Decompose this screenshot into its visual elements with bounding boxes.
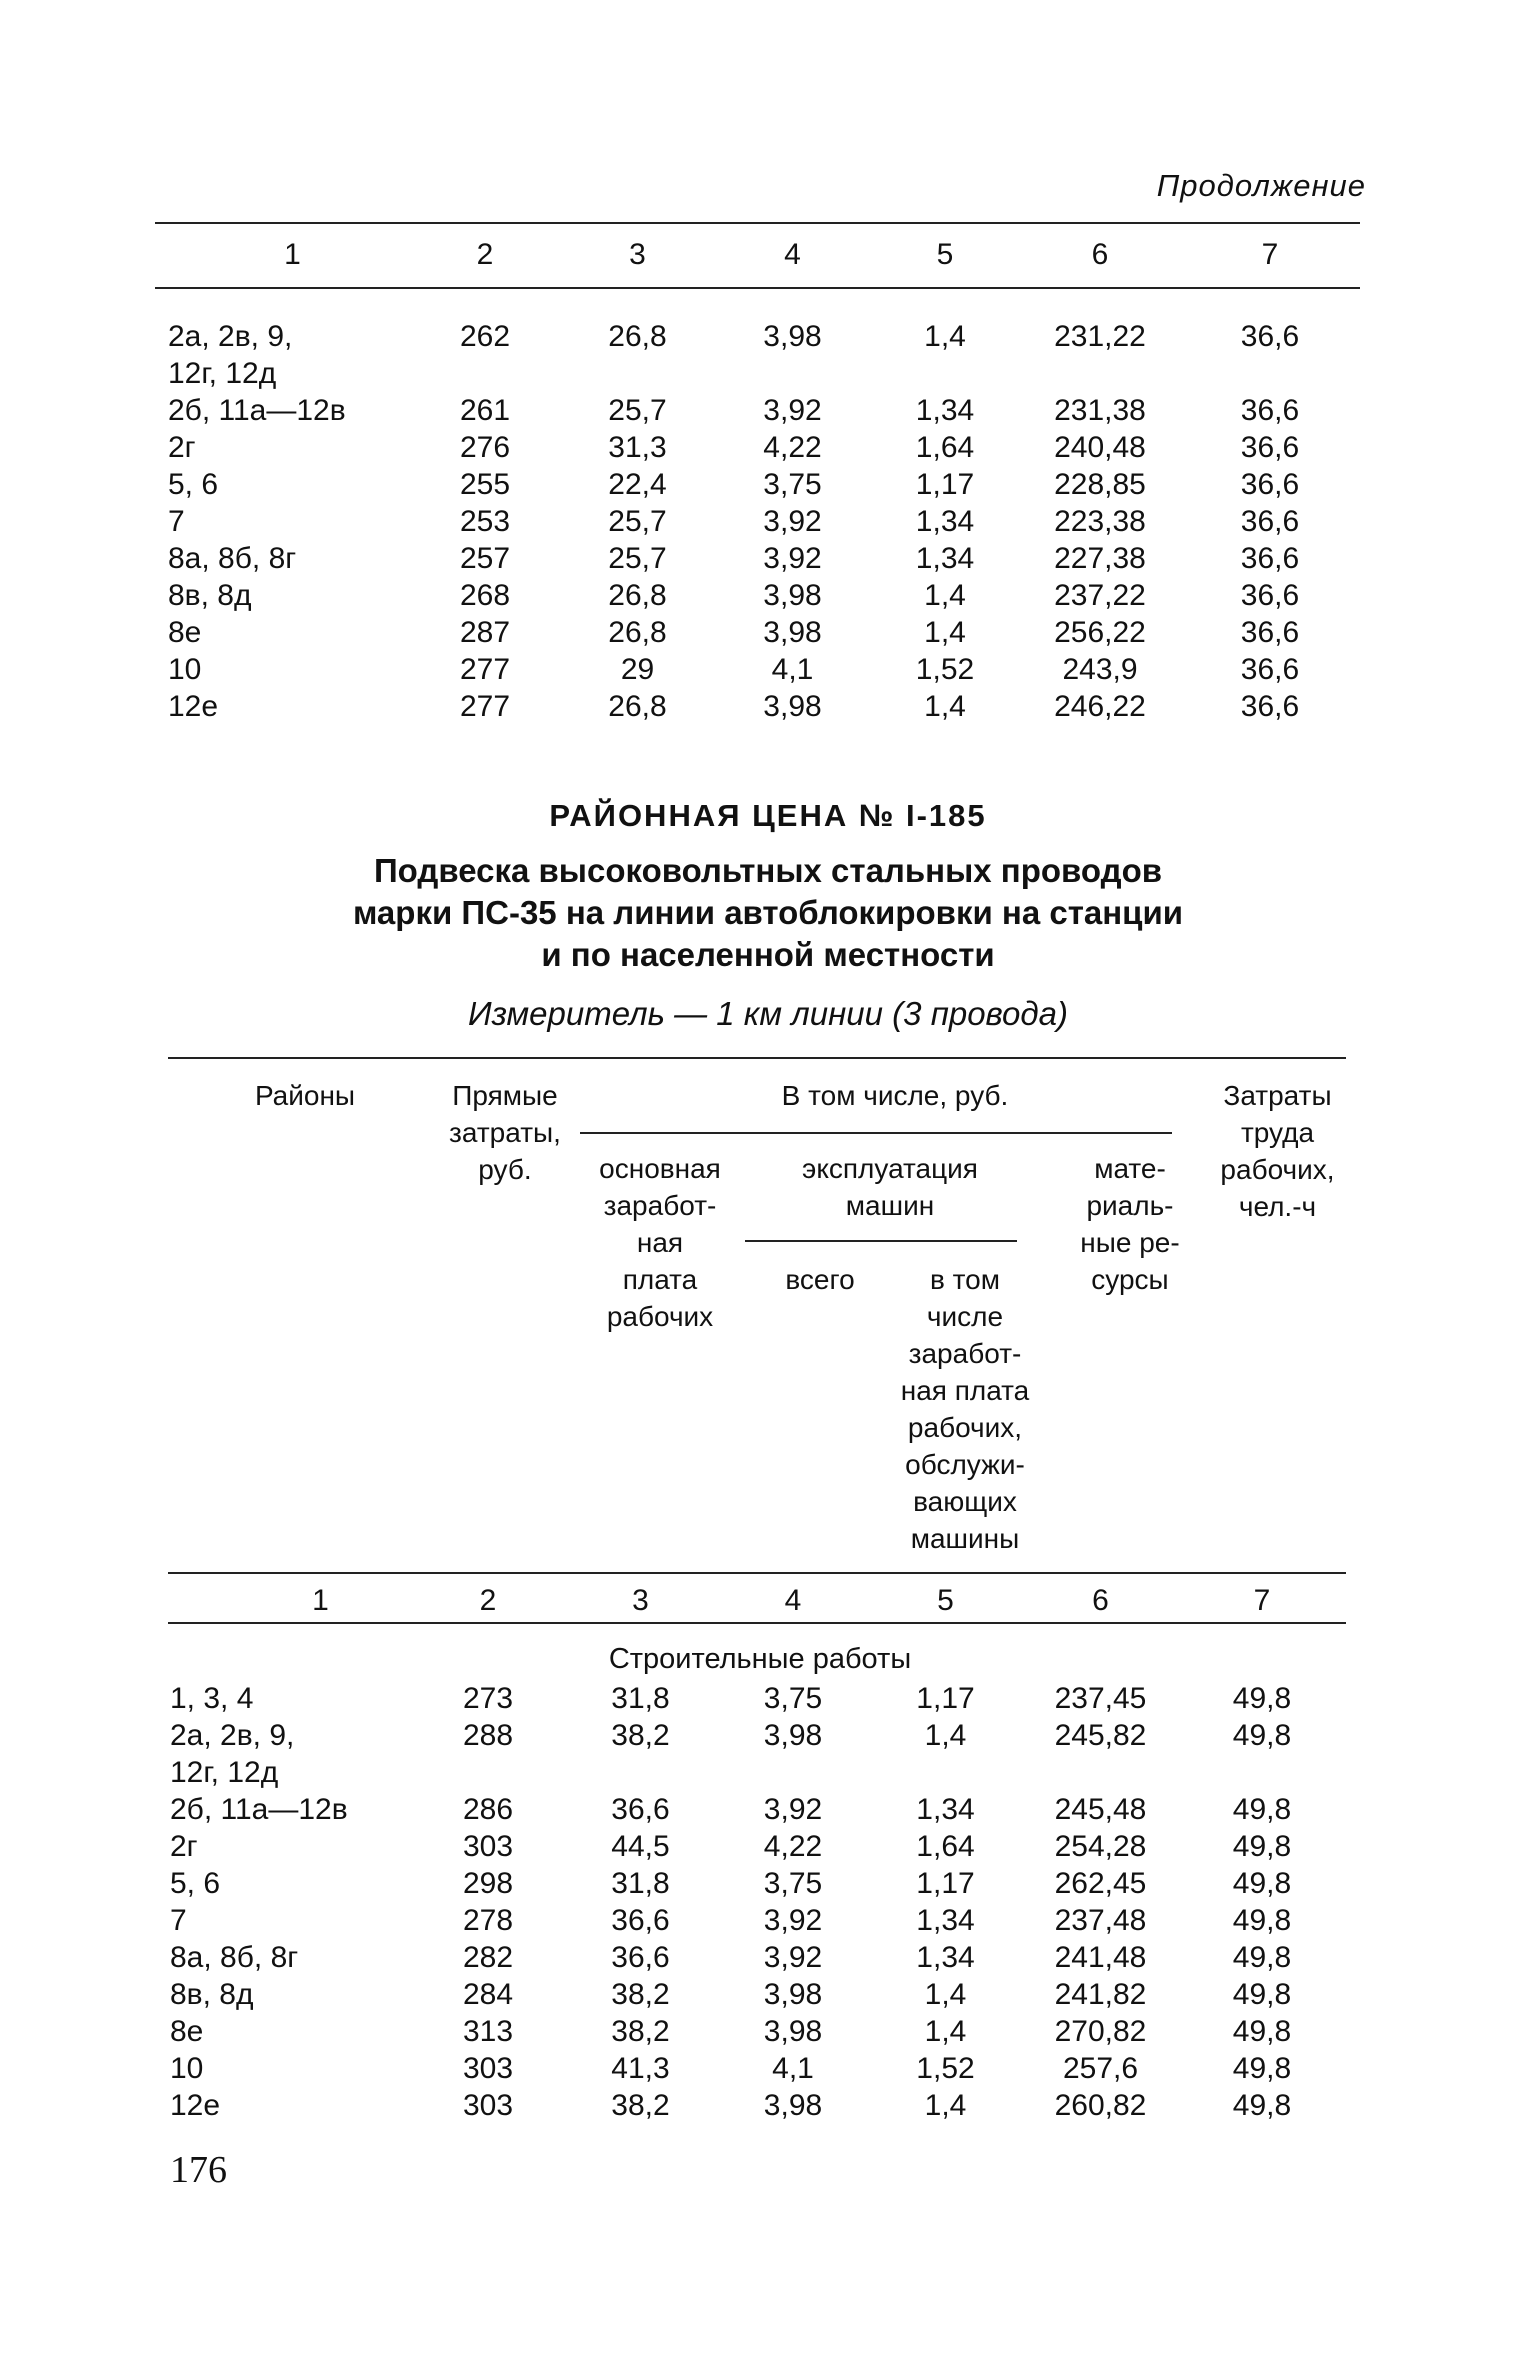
value-cell: 228,85 [1054,468,1146,501]
region-cell: 8в, 8д [168,579,252,612]
value-cell: 3,98 [763,579,822,612]
region-cell: 1, 3, 4 [170,1682,254,1715]
value-cell: 38,2 [611,1978,670,2011]
value-cell: 231,22 [1054,320,1146,353]
value-cell: 49,8 [1232,1793,1292,1826]
value-cell: 25,7 [608,505,667,538]
value-cell: 1,34 [915,542,975,575]
region-cell: 12е [170,2089,221,2122]
value-cell: 36,6 [1240,616,1300,649]
value-cell: 49,8 [1232,2015,1292,2048]
region-cell: 8е [168,616,202,649]
value-cell: 270,82 [1054,2015,1147,2048]
header-incl-wage: в том числе заработ- ная плата рабочих, обслужи- вающих машины [900,1264,1030,1554]
value-cell: 36,6 [1240,431,1300,464]
value-cell: 3,92 [763,1941,823,1974]
region-cell: 8е [170,2015,204,2048]
value-cell: 1,52 [916,2052,975,2085]
work-title-line-2: марки ПС-35 на линии автоблокировки на станции [352,894,1184,931]
table-row [168,540,1360,577]
table-row [170,1828,1346,1865]
value-cell: 257,6 [1062,2052,1139,2085]
value-cell: 261 [459,394,511,427]
value-cell: 49,8 [1232,1904,1292,1937]
region-cell: 8в, 8д [170,1978,254,2011]
section-label: Строительные работы [608,1643,912,1675]
work-title-line-3: и по населенной местности [541,936,995,973]
value-cell: 25,7 [608,542,667,575]
value-cell: 241,82 [1054,1978,1147,2011]
table-row [168,429,1360,466]
value-cell: 245,82 [1054,1719,1147,1752]
value-cell: 288 [462,1719,514,1752]
table-row [170,2050,1346,2087]
region-cell: 5, 6 [170,1867,221,1900]
table2-top-rule [168,1057,1346,1059]
value-cell: 4,1 [771,653,814,686]
value-cell: 3,98 [763,2089,823,2122]
value-cell: 256,22 [1054,616,1146,649]
header-materials: мате- риаль- ные ре- сурсы [1080,1153,1180,1295]
value-cell: 303 [462,2052,514,2085]
table-row [168,318,1360,392]
value-cell: 31,8 [611,1682,670,1715]
table2-col-5: 5 [937,1584,954,1617]
price-title: РАЙОННАЯ ЦЕНА № I-185 [549,798,987,833]
value-cell: 303 [462,1830,514,1863]
header-including: В том числе, руб. [781,1080,1009,1111]
value-cell: 303 [462,2089,514,2122]
value-cell: 4,22 [763,431,822,464]
value-cell: 1,34 [916,1941,975,1974]
value-cell: 241,48 [1054,1941,1147,1974]
table-row [170,2087,1346,2124]
table-row [170,2013,1346,2050]
value-cell: 31,8 [611,1867,670,1900]
value-cell: 237,48 [1054,1904,1147,1937]
value-cell: 25,7 [608,394,667,427]
value-cell: 260,82 [1054,2089,1147,2122]
value-cell: 4,1 [772,2052,814,2085]
value-cell: 36,6 [1240,468,1300,501]
value-cell: 3,98 [763,616,822,649]
value-cell: 49,8 [1232,2052,1292,2085]
value-cell: 254,28 [1054,1830,1147,1863]
value-cell: 273 [462,1682,514,1715]
table-row [170,1865,1346,1902]
table1-col-2: 2 [476,238,494,271]
region-cell: 8а, 8б, 8г [170,1941,299,1974]
value-cell: 1,52 [915,653,975,686]
table1-header [155,236,1360,273]
value-cell: 1,34 [916,1904,975,1937]
region-cell: 2б, 11а—12в [168,394,346,427]
region-cell: 12е [168,690,219,723]
value-cell: 3,75 [763,468,822,501]
value-cell: 4,22 [763,1830,823,1863]
value-cell: 227,38 [1054,542,1146,575]
value-cell: 36,6 [1240,579,1300,612]
value-cell: 1,4 [924,1719,967,1752]
table2-header-rule [168,1572,1346,1574]
region-cell: 8а, 8б, 8г [168,542,297,575]
value-cell: 262 [459,320,511,353]
table-row [170,1791,1346,1828]
header-direct-costs: Прямые затраты, руб. [449,1080,561,1185]
value-cell: 49,8 [1232,1978,1292,2011]
value-cell: 3,92 [763,542,822,575]
value-cell: 1,4 [924,1978,967,2011]
header-machine-ops: эксплуатация машин [802,1153,978,1221]
value-cell: 1,4 [924,320,966,353]
value-cell: 284 [462,1978,514,2011]
value-cell: 49,8 [1232,1719,1292,1752]
table2-col-3: 3 [632,1584,649,1617]
value-cell: 38,2 [611,1719,670,1752]
value-cell: 237,22 [1054,579,1146,612]
value-cell: 253 [459,505,511,538]
value-cell: 26,8 [608,579,667,612]
table2-col-7: 7 [1253,1584,1271,1617]
value-cell: 1,34 [915,394,975,427]
region-cell: 10 [170,2052,204,2085]
value-cell: 257 [459,542,511,575]
value-cell: 38,2 [611,2015,670,2048]
header-including-rule [580,1132,1172,1134]
measure-unit: Измеритель — 1 км линии (3 провода) [467,995,1068,1032]
region-cell: 2а, 2в, 9, 12г, 12д [168,320,293,390]
header-labor: Затраты труда рабочих, чел.-ч [1220,1080,1335,1222]
value-cell: 49,8 [1232,1830,1292,1863]
table-row [170,1717,1346,1791]
value-cell: 36,6 [611,1793,670,1826]
table1-top-rule [155,222,1360,224]
value-cell: 1,4 [924,2089,967,2122]
region-cell: 7 [168,505,185,538]
table-row [168,688,1360,725]
table1-header-rule [155,287,1360,289]
value-cell: 240,48 [1054,431,1146,464]
value-cell: 237,45 [1054,1682,1147,1715]
work-title [0,850,1536,976]
region-cell: 5, 6 [168,468,219,501]
header-base-wage: основная заработ- ная плата рабочих [599,1153,721,1332]
value-cell: 3,92 [763,394,822,427]
value-cell: 22,4 [608,468,667,501]
page-number: 176 [170,2149,227,2191]
value-cell: 1,64 [915,431,975,464]
value-cell: 26,8 [608,690,667,723]
table-row [170,1680,1346,1717]
value-cell: 36,6 [1240,653,1300,686]
continuation-label: Продолжение [1156,168,1366,203]
table2-col-numbers [168,1582,1346,1619]
value-cell: 49,8 [1232,1682,1292,1715]
table-row [168,651,1360,688]
value-cell: 3,75 [763,1867,823,1900]
value-cell: 1,34 [916,1793,975,1826]
value-cell: 223,38 [1054,505,1146,538]
value-cell: 278 [462,1904,514,1937]
table1-col-3: 3 [629,238,646,271]
value-cell: 243,9 [1062,653,1138,686]
value-cell: 3,92 [763,1904,823,1937]
table-row [168,503,1360,540]
value-cell: 262,45 [1054,1867,1147,1900]
value-cell: 36,6 [1240,320,1300,353]
value-cell: 26,8 [608,616,667,649]
value-cell: 255 [459,468,511,501]
value-cell: 49,8 [1232,1867,1292,1900]
value-cell: 36,6 [1240,394,1300,427]
value-cell: 41,3 [611,2052,670,2085]
value-cell: 1,4 [924,690,966,723]
value-cell: 277 [459,690,511,723]
table1-body [168,318,1360,725]
header-regions: Районы [254,1080,356,1111]
work-title-line-1: Подвеска высоковольтных стальных проводов [373,852,1163,889]
value-cell: 44,5 [611,1830,670,1863]
table2-col-1: 1 [312,1584,329,1617]
value-cell: 286 [462,1793,514,1826]
value-cell: 3,98 [763,320,822,353]
value-cell: 1,4 [924,2015,967,2048]
value-cell: 282 [462,1941,514,1974]
table1-col-7: 7 [1261,238,1279,271]
table-row [168,466,1360,503]
table-row [170,1939,1346,1976]
table-row [168,614,1360,651]
value-cell: 268 [459,579,511,612]
value-cell: 1,17 [916,1867,975,1900]
value-cell: 1,34 [915,505,975,538]
value-cell: 3,75 [763,1682,823,1715]
value-cell: 3,92 [763,505,822,538]
value-cell: 1,4 [924,616,966,649]
table1-col-4: 4 [784,238,801,271]
value-cell: 38,2 [611,2089,670,2122]
value-cell: 49,8 [1232,2089,1292,2122]
table1-col-6: 6 [1091,238,1109,271]
value-cell: 231,38 [1054,394,1146,427]
value-cell: 36,6 [1240,542,1300,575]
region-cell: 2г [170,1830,198,1863]
value-cell: 3,98 [763,2015,823,2048]
header-total: всего [785,1264,855,1295]
value-cell: 26,8 [608,320,667,353]
value-cell: 287 [459,616,511,649]
region-cell: 2а, 2в, 9, 12г, 12д [170,1719,295,1789]
region-cell: 10 [168,653,202,686]
header-machine-ops-rule [745,1240,1017,1242]
region-cell: 7 [170,1904,187,1937]
value-cell: 1,17 [916,1682,975,1715]
value-cell: 1,64 [916,1830,975,1863]
value-cell: 3,92 [763,1793,823,1826]
value-cell: 49,8 [1232,1941,1292,1974]
value-cell: 29 [620,653,655,686]
value-cell: 313 [462,2015,514,2048]
table2-col-4: 4 [784,1584,802,1617]
value-cell: 36,6 [1240,690,1300,723]
table1-col-5: 5 [936,238,954,271]
table2-col-2: 2 [479,1584,497,1617]
value-cell: 1,17 [915,468,975,501]
value-cell: 36,6 [1240,505,1300,538]
table1-col-1: 1 [284,238,301,271]
value-cell: 36,6 [611,1941,670,1974]
table2-col-numbers-rule [168,1622,1346,1624]
value-cell: 245,48 [1054,1793,1147,1826]
table-row [170,1902,1346,1939]
value-cell: 276 [459,431,511,464]
table-row [168,577,1360,614]
value-cell: 3,98 [763,1719,823,1752]
value-cell: 31,3 [608,431,667,464]
value-cell: 246,22 [1054,690,1146,723]
region-cell: 2б, 11а—12в [170,1793,348,1826]
value-cell: 1,4 [924,579,966,612]
value-cell: 277 [459,653,511,686]
value-cell: 3,98 [763,1978,823,2011]
region-cell: 2г [168,431,196,464]
value-cell: 36,6 [611,1904,670,1937]
table-row [168,392,1360,429]
table2-body [170,1680,1346,2124]
table2-col-6: 6 [1092,1584,1109,1617]
value-cell: 298 [462,1867,514,1900]
value-cell: 3,98 [763,690,822,723]
table-row [170,1976,1346,2013]
